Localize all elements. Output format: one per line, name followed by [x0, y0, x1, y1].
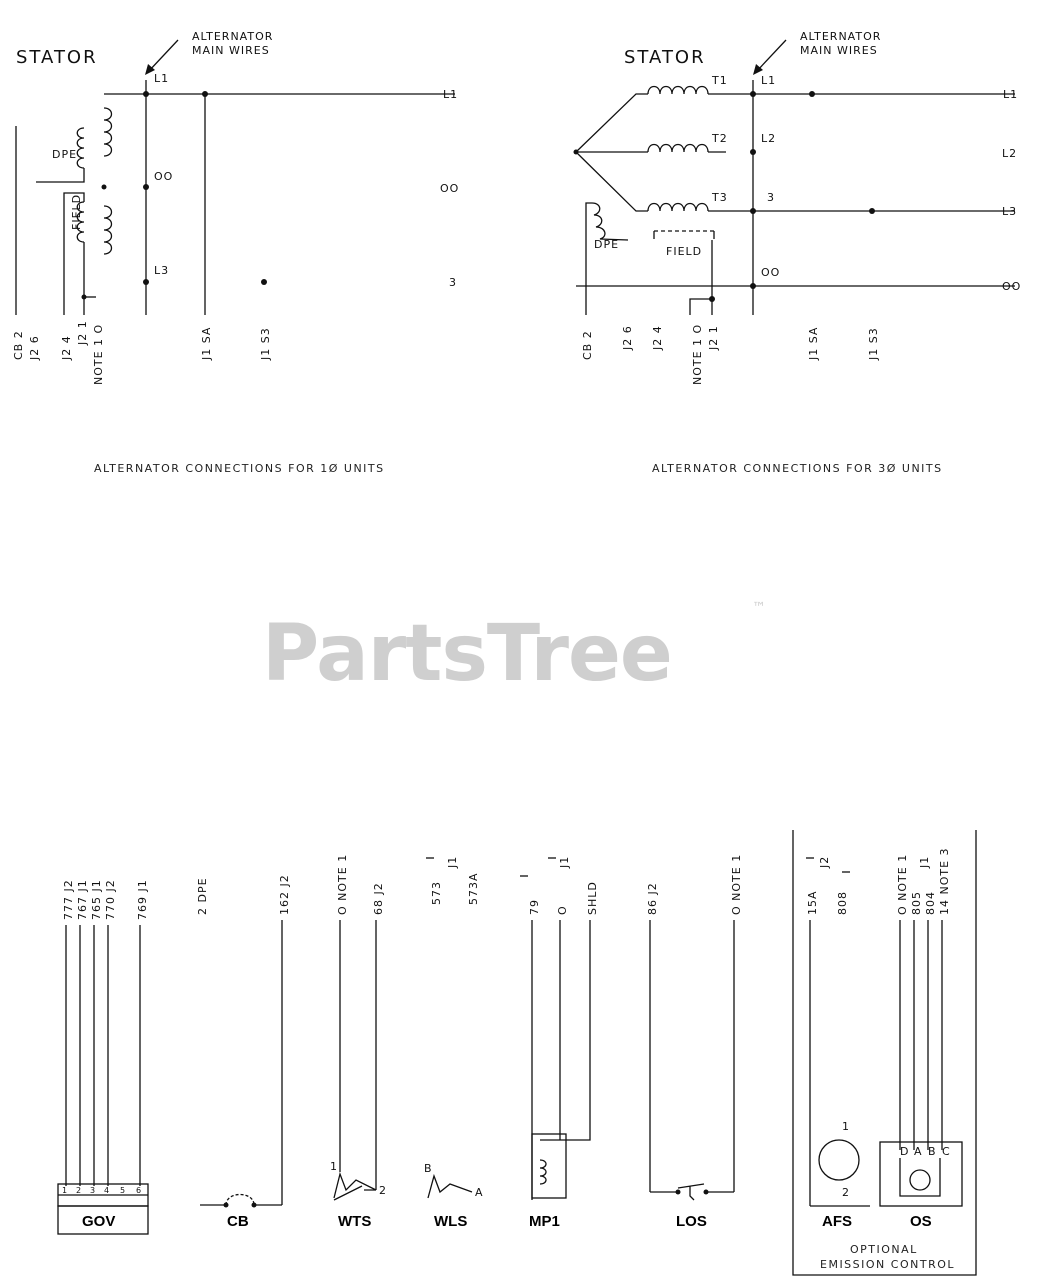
node-l3-1ph	[143, 279, 149, 285]
label-out-l1-3ph: L1	[1003, 88, 1019, 101]
svg-text:D: D	[900, 1145, 910, 1158]
label-t3-3ph: T3	[712, 191, 728, 204]
field-label-3ph: FIELD	[666, 245, 703, 258]
bottom-label-1ph-2: J2 4	[60, 335, 73, 360]
mp1-j-label: J1	[558, 855, 571, 868]
label-l1-node-3ph: L1	[761, 74, 777, 87]
node-l2-3ph	[750, 149, 756, 155]
label-oo-node-3ph: OO	[761, 266, 781, 279]
mp1-wire-label-1: O	[556, 905, 569, 915]
field-label-1ph: FIELD	[70, 193, 83, 230]
wts-label: WTS	[338, 1213, 372, 1230]
dpe-coil-3ph	[586, 203, 628, 315]
node-l3-3ph	[750, 208, 756, 214]
optional-label-a: OPTIONAL	[850, 1243, 918, 1256]
label-l3-1ph: L3	[154, 264, 170, 277]
dpe-coil-1ph	[77, 128, 84, 168]
node-l1-3ph	[750, 91, 756, 97]
svg-text:A: A	[475, 1186, 484, 1199]
mp1-component	[520, 856, 599, 1230]
node-s3-3ph	[869, 208, 875, 214]
gov-label: GOV	[82, 1213, 116, 1230]
optional-emission-box	[793, 830, 976, 1275]
star-node-3ph	[574, 150, 579, 155]
label-t1-3ph: T1	[712, 74, 728, 87]
os-label: OS	[910, 1213, 932, 1230]
bottom-label-1ph-1: J2 6	[28, 335, 41, 360]
svg-text:A: A	[914, 1145, 923, 1158]
bottom-label-1ph-4: NOTE 1 O	[92, 323, 105, 385]
label-out-l1-1ph: L1	[443, 88, 459, 101]
mp1-wire-label-2: SHLD	[586, 881, 599, 915]
field-lead-b-3ph	[690, 299, 712, 315]
mp1-coil	[540, 1160, 546, 1184]
gov-wire-label-4: 769 J1	[136, 879, 149, 920]
watermark: PartsTree	[262, 609, 672, 699]
node-l1-1ph	[143, 91, 149, 97]
dpe-lead-1ph	[36, 168, 84, 182]
os-sensor-circle	[910, 1170, 930, 1190]
watermark-tm: ™	[752, 600, 766, 616]
main-wires-label-3ph-b: MAIN WIRES	[800, 44, 878, 57]
los-component	[646, 854, 743, 1230]
cb-component	[196, 874, 291, 1230]
cb-breaker-symbol	[226, 1195, 254, 1206]
afs-j-label: J2	[818, 855, 831, 868]
stator-title-3ph: STATOR	[624, 47, 706, 68]
cb-wire-label-0: 2 DPE	[196, 877, 209, 915]
bottom-label-1ph-5: J1 SA	[200, 326, 213, 360]
svg-text:1: 1	[330, 1160, 338, 1173]
bottom-label-3ph-1: J2 6	[621, 325, 634, 350]
gov-wire-label-0: 777 J2	[62, 879, 75, 920]
wls-j-label: J1	[446, 855, 459, 868]
los-wire-label-1: O NOTE 1	[730, 853, 743, 915]
bottom-label-3ph-0: CB 2	[581, 330, 594, 360]
main-wires-label-1ph-a: ALTERNATOR	[192, 30, 274, 43]
node-s3-1ph	[261, 279, 267, 285]
svg-text:3: 3	[90, 1186, 97, 1195]
label-out-oo-1ph: OO	[440, 182, 460, 195]
label-out-l3-3ph: L3	[1002, 205, 1018, 218]
label-t2-3ph: T2	[712, 132, 728, 145]
svg-text:5: 5	[120, 1186, 127, 1195]
node-oo-3ph	[750, 283, 756, 289]
main-wires-arrow-1ph	[148, 40, 178, 72]
caption-3ph: ALTERNATOR CONNECTIONS FOR 3Ø UNITS	[652, 462, 943, 475]
bottom-label-1ph-6: J1 S3	[259, 327, 272, 360]
label-l1-1ph: L1	[154, 72, 170, 85]
los-switch-symbol	[678, 1184, 704, 1200]
main-wires-label-1ph-b: MAIN WIRES	[192, 44, 270, 57]
os-wire-label-0: O NOTE 1	[896, 853, 909, 915]
mp1-box	[532, 1134, 566, 1198]
node-field-1ph	[82, 295, 87, 300]
gov-wire-label-3: 770 J2	[104, 879, 117, 920]
bottom-label-3ph-2: J2 4	[651, 325, 664, 350]
afs-wire-label-1: 808	[836, 891, 849, 915]
label-out-oo-3ph: OO	[1002, 280, 1022, 293]
wls-component	[424, 856, 484, 1230]
node-oo-1ph	[143, 184, 149, 190]
coil-t3-3ph	[648, 204, 708, 212]
svg-text:1: 1	[62, 1186, 69, 1195]
los-label: LOS	[676, 1213, 707, 1230]
wts-switch-symbol	[334, 1174, 376, 1198]
star-t1-3ph	[576, 94, 648, 152]
coil-t2-3ph	[648, 145, 708, 153]
bottom-label-3ph-5: J1 SA	[807, 326, 820, 360]
os-wire-label-1: 805	[910, 891, 923, 915]
label-l2-node-3ph: L2	[761, 132, 777, 145]
svg-text:B: B	[424, 1162, 433, 1175]
wls-switch-symbol	[428, 1176, 472, 1198]
wls-label: WLS	[434, 1213, 468, 1230]
afs-wire-label-0: 15A	[806, 890, 819, 915]
stator-title-1ph: STATOR	[16, 47, 98, 68]
caption-1ph: ALTERNATOR CONNECTIONS FOR 1Ø UNITS	[94, 462, 385, 475]
gov-wire-label-1: 767 J1	[76, 879, 89, 920]
afs-label: AFS	[822, 1213, 852, 1230]
main-wires-label-3ph-a: ALTERNATOR	[800, 30, 882, 43]
bottom-label-3ph-3: NOTE 1 O	[691, 323, 704, 385]
stator-coil-lower-1ph	[104, 206, 112, 254]
mp1-wire-label-0: 79	[528, 899, 541, 915]
node-sa-1ph	[202, 91, 208, 97]
svg-text:1: 1	[842, 1120, 850, 1133]
svg-text:6: 6	[136, 1186, 143, 1195]
svg-text:2: 2	[76, 1186, 83, 1195]
wts-wire-label-1: 68 J2	[372, 882, 385, 915]
os-wire-label-2: 804	[924, 891, 937, 915]
svg-text:C: C	[942, 1145, 951, 1158]
cb-label: CB	[227, 1213, 249, 1230]
bottom-label-1ph-0: CB 2	[12, 330, 25, 360]
svg-text:2: 2	[842, 1186, 850, 1199]
field-coil-ends-3ph	[654, 231, 714, 239]
bottom-label-3ph-6: J1 S3	[867, 327, 880, 360]
bottom-label-3ph-4: J2 1	[707, 325, 720, 350]
wts-wire-label-0: O NOTE 1	[336, 853, 349, 915]
node-sa-3ph	[809, 91, 815, 97]
wls-wire-label-1: 573A	[467, 872, 480, 905]
mp1-label: MP1	[529, 1213, 560, 1230]
bottom-label-1ph-3: J2 1	[76, 320, 89, 345]
svg-text:4: 4	[104, 1186, 111, 1195]
diagram-1ph	[12, 30, 459, 475]
svg-text:B: B	[928, 1145, 937, 1158]
dpe-label-1ph: DPE	[52, 148, 78, 161]
gov-wire-label-2: 765 J1	[90, 879, 103, 920]
wts-component	[330, 854, 387, 1230]
stator-coil-upper-1ph	[104, 108, 112, 156]
main-wires-arrow-3ph	[756, 40, 786, 72]
dpe-label-3ph: DPE	[594, 238, 620, 251]
cb-wire-label-1: 162 J2	[278, 874, 291, 915]
wls-wire-label-0: 573	[430, 881, 443, 905]
node-mid-1ph	[102, 185, 107, 190]
label-out-3-1ph: 3	[449, 276, 457, 289]
diagram-3ph	[574, 30, 1022, 475]
os-wire-label-3: 14 NOTE 3	[938, 847, 951, 915]
label-3-node-3ph: 3	[767, 191, 775, 204]
svg-text:2: 2	[379, 1184, 387, 1197]
los-wire-label-0: 86 J2	[646, 882, 659, 915]
gov-component	[58, 879, 149, 1234]
os-j-label: J1	[918, 855, 931, 868]
optional-label-b: EMISSION CONTROL	[820, 1258, 955, 1271]
star-t3-3ph	[576, 152, 648, 211]
afs-sensor-circle	[819, 1140, 859, 1180]
coil-t1-3ph	[648, 87, 708, 95]
label-out-l2-3ph: L2	[1002, 147, 1018, 160]
label-oo-1ph: OO	[154, 170, 174, 183]
